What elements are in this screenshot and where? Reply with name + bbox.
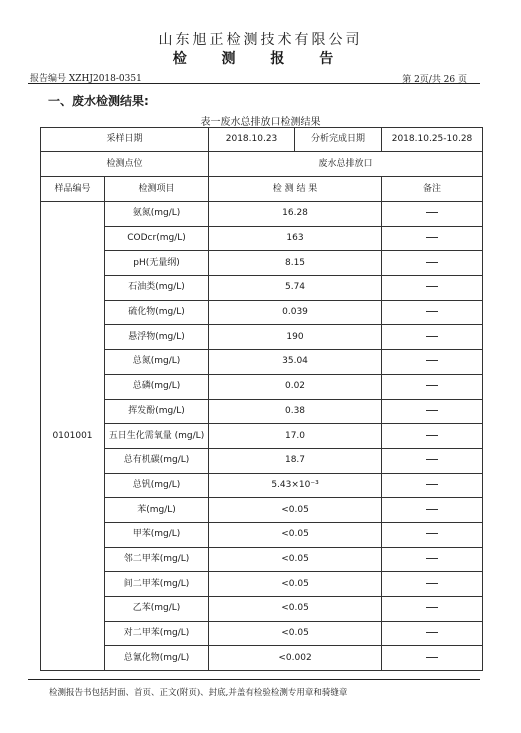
analysis-date-value: 2018.10.25-10.28	[382, 128, 483, 152]
remark-cell	[382, 473, 483, 498]
table-row	[41, 325, 483, 350]
result-value: 17.0	[209, 424, 382, 449]
table-row	[41, 202, 483, 227]
remark-cell	[382, 300, 483, 325]
dash-mark	[426, 459, 438, 460]
dash-mark	[426, 509, 438, 510]
table-row	[41, 473, 483, 498]
report-number: 报告编号 XZHJ2018-0351	[30, 74, 142, 84]
dash-mark	[426, 360, 438, 361]
remark-cell	[382, 251, 483, 276]
result-value: 190	[209, 325, 382, 350]
result-value: <0.002	[209, 646, 382, 671]
table-row	[41, 597, 483, 622]
result-value: <0.05	[209, 572, 382, 597]
remark-cell	[382, 226, 483, 251]
item-name: pH(无量纲)	[105, 251, 209, 276]
dash-mark	[426, 237, 438, 238]
table-row	[41, 448, 483, 473]
remark-cell	[382, 399, 483, 424]
col-result: 检 测 结 果	[209, 177, 382, 202]
footer-divider	[28, 679, 480, 680]
report-title: 检 测 报 告	[172, 51, 349, 67]
dash-mark	[426, 212, 438, 213]
table-row	[41, 522, 483, 547]
dash-mark	[426, 533, 438, 534]
point-row	[41, 152, 483, 177]
remark-cell	[382, 498, 483, 523]
table-row	[41, 399, 483, 424]
remark-cell	[382, 522, 483, 547]
dash-mark	[426, 435, 438, 436]
table-row	[41, 350, 483, 375]
item-name: 石油类(mg/L)	[105, 276, 209, 301]
table-row	[41, 424, 483, 449]
item-name: CODcr(mg/L)	[105, 226, 209, 251]
remark-cell	[382, 202, 483, 227]
table-row	[41, 646, 483, 671]
sample-number: 0101001	[41, 202, 105, 671]
table-row	[41, 300, 483, 325]
remark-cell	[382, 325, 483, 350]
item-name: 悬浮物(mg/L)	[105, 325, 209, 350]
item-name: 苯(mg/L)	[105, 498, 209, 523]
table-row	[41, 374, 483, 399]
result-value: 18.7	[209, 448, 382, 473]
result-value: <0.05	[209, 547, 382, 572]
results-body	[41, 202, 483, 671]
footer-note: 检测报告书包括封面、首页、正文(附页)、封底,并盖有检验检测专用章和骑缝章	[49, 688, 348, 698]
dash-mark	[426, 336, 438, 337]
remark-cell	[382, 621, 483, 646]
col-item: 检测项目	[105, 177, 209, 202]
item-name: 总钒(mg/L)	[105, 473, 209, 498]
remark-cell	[382, 448, 483, 473]
dash-mark	[426, 657, 438, 658]
item-name: 总氰化物(mg/L)	[105, 646, 209, 671]
item-name: 硫化物(mg/L)	[105, 300, 209, 325]
result-value: 5.43×10⁻³	[209, 473, 382, 498]
remark-cell	[382, 350, 483, 375]
dash-mark	[426, 583, 438, 584]
result-value: <0.05	[209, 522, 382, 547]
point-value: 废水总排放口	[209, 152, 483, 177]
result-value: 8.15	[209, 251, 382, 276]
analysis-date-label: 分析完成日期	[295, 128, 382, 152]
point-label: 检测点位	[41, 152, 209, 177]
table-row	[41, 498, 483, 523]
dash-mark	[426, 607, 438, 608]
result-value: 0.38	[209, 399, 382, 424]
col-remark: 备注	[382, 177, 483, 202]
result-value: 163	[209, 226, 382, 251]
table-row	[41, 572, 483, 597]
item-name: 五日生化需氧量 (mg/L)	[105, 424, 209, 449]
table-row	[41, 226, 483, 251]
item-name: 氨氮(mg/L)	[105, 202, 209, 227]
table-caption: 表一废水总排放口检测结果	[200, 117, 321, 128]
remark-cell	[382, 572, 483, 597]
result-value: 0.039	[209, 300, 382, 325]
sampling-date-label: 采样日期	[41, 128, 209, 152]
results-table	[40, 127, 483, 671]
remark-cell	[382, 646, 483, 671]
remark-cell	[382, 374, 483, 399]
dash-mark	[426, 262, 438, 263]
remark-cell	[382, 424, 483, 449]
item-name: 间二甲苯(mg/L)	[105, 572, 209, 597]
result-value: 16.28	[209, 202, 382, 227]
result-value: <0.05	[209, 597, 382, 622]
dash-mark	[426, 410, 438, 411]
result-value: 0.02	[209, 374, 382, 399]
sampling-date-value: 2018.10.23	[209, 128, 295, 152]
item-name: 总磷(mg/L)	[105, 374, 209, 399]
item-name: 甲苯(mg/L)	[105, 522, 209, 547]
header-divider	[28, 83, 480, 84]
table-row	[41, 251, 483, 276]
table-row	[41, 621, 483, 646]
page-info: 第 2页/共 26 页	[402, 75, 467, 85]
dash-mark	[426, 558, 438, 559]
table-row	[41, 276, 483, 301]
dash-mark	[426, 311, 438, 312]
item-name: 挥发酚(mg/L)	[105, 399, 209, 424]
company-name: 山东旭正检测技术有限公司	[158, 32, 363, 48]
section-title: 一、废水检测结果:	[48, 94, 149, 108]
remark-cell	[382, 597, 483, 622]
item-name: 对二甲苯(mg/L)	[105, 621, 209, 646]
item-name: 乙苯(mg/L)	[105, 597, 209, 622]
remark-cell	[382, 276, 483, 301]
remark-cell	[382, 547, 483, 572]
dash-mark	[426, 385, 438, 386]
item-name: 邻二甲苯(mg/L)	[105, 547, 209, 572]
result-value: 5.74	[209, 276, 382, 301]
column-header-row	[41, 177, 483, 202]
dash-mark	[426, 632, 438, 633]
result-value: <0.05	[209, 621, 382, 646]
dash-mark	[426, 484, 438, 485]
result-value: 35.04	[209, 350, 382, 375]
result-value: <0.05	[209, 498, 382, 523]
col-sample-no: 样品编号	[41, 177, 105, 202]
item-name: 总氮(mg/L)	[105, 350, 209, 375]
sampling-date-row	[41, 128, 483, 152]
table-row	[41, 547, 483, 572]
dash-mark	[426, 286, 438, 287]
item-name: 总有机碳(mg/L)	[105, 448, 209, 473]
